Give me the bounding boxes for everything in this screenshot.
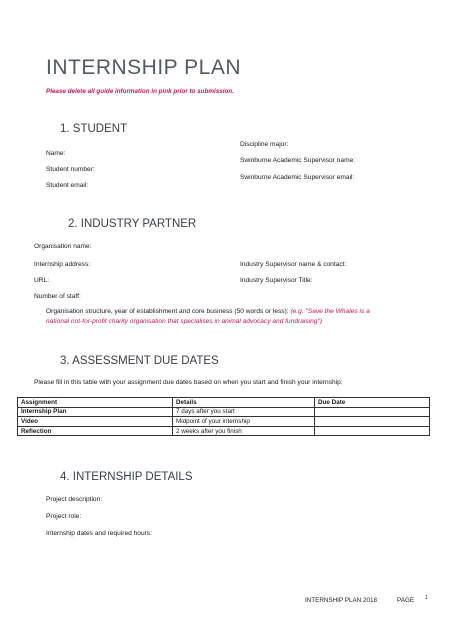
organisation-structure-block [46,307,446,327]
assignment-cell: Internship Plan [18,407,173,417]
page-title: INTERNSHIP PLAN [46,56,241,79]
structure-example-text: (e.g. "Save the Whales is a [290,308,370,315]
due-dates-table [17,397,430,436]
due-date-cell[interactable] [315,407,430,417]
due-dates-instructions: Please fill in this table with your assignment due dates based on when you start and finish your internship: [34,379,343,386]
student-email-label: Student email: [46,182,89,189]
number-of-staff-label: Number of staff: [34,293,81,300]
academic-supervisor-name-label: Swinburne Academic Supervisor name: [240,157,356,164]
academic-supervisor-email-label: Swinburne Academic Supervisor email: [240,174,355,181]
organisation-structure-label: Organisation structure, year of establishment and core business (50 words or less): [46,308,291,315]
guide-note: Please delete all guide information in pink prior to submission. [46,88,234,95]
project-description-label: Project description: [46,496,103,503]
section-heading-student: 1. STUDENT [60,123,128,135]
table-row [18,407,430,417]
column-header: Details [173,398,315,408]
student-number-label: Student number: [46,166,95,173]
internship-address-label: Internship address: [34,261,91,268]
structure-example-text-cont: national not-for-profit charity organisation that specialises in animal advocacy and fundraising") [46,318,323,325]
section-heading-internship-details: 4. INTERNSHIP DETAILS [60,471,193,483]
table-row [18,426,430,436]
footer-page-label: PAGE [397,597,415,604]
details-cell: 7 days after you start [173,407,315,417]
assignment-cell: Video [18,417,173,427]
table-row [18,417,430,427]
footer-title: INTERNSHIP PLAN 2018 [305,597,377,604]
details-cell: Midpoint of your internship [173,417,315,427]
column-header: Assignment [18,398,173,408]
internship-dates-hours-label: Internship dates and required hours: [46,530,152,537]
industry-supervisor-contact-label: Industry Supervisor name & contact: [240,261,347,268]
details-cell: 2 weeks after you finish [173,426,315,436]
table-header-row [18,398,430,408]
organisation-name-label: Organisation name: [34,243,92,250]
industry-supervisor-title-label: Industry Supervisor Title: [240,277,313,284]
due-date-cell[interactable] [315,426,430,436]
discipline-major-label: Discipline major: [240,141,289,148]
url-label: URL: [34,277,50,284]
due-date-cell[interactable] [315,417,430,427]
section-heading-assessment-due-dates: 3. ASSESSMENT DUE DATES [60,355,219,367]
footer-page-number: 1 [425,595,428,601]
assignment-cell: Reflection [18,426,173,436]
section-heading-industry-partner: 2. INDUSTRY PARTNER [68,218,197,230]
project-role-label: Project role: [46,513,82,520]
column-header: Due Date [315,398,430,408]
name-label: Name: [46,150,66,157]
